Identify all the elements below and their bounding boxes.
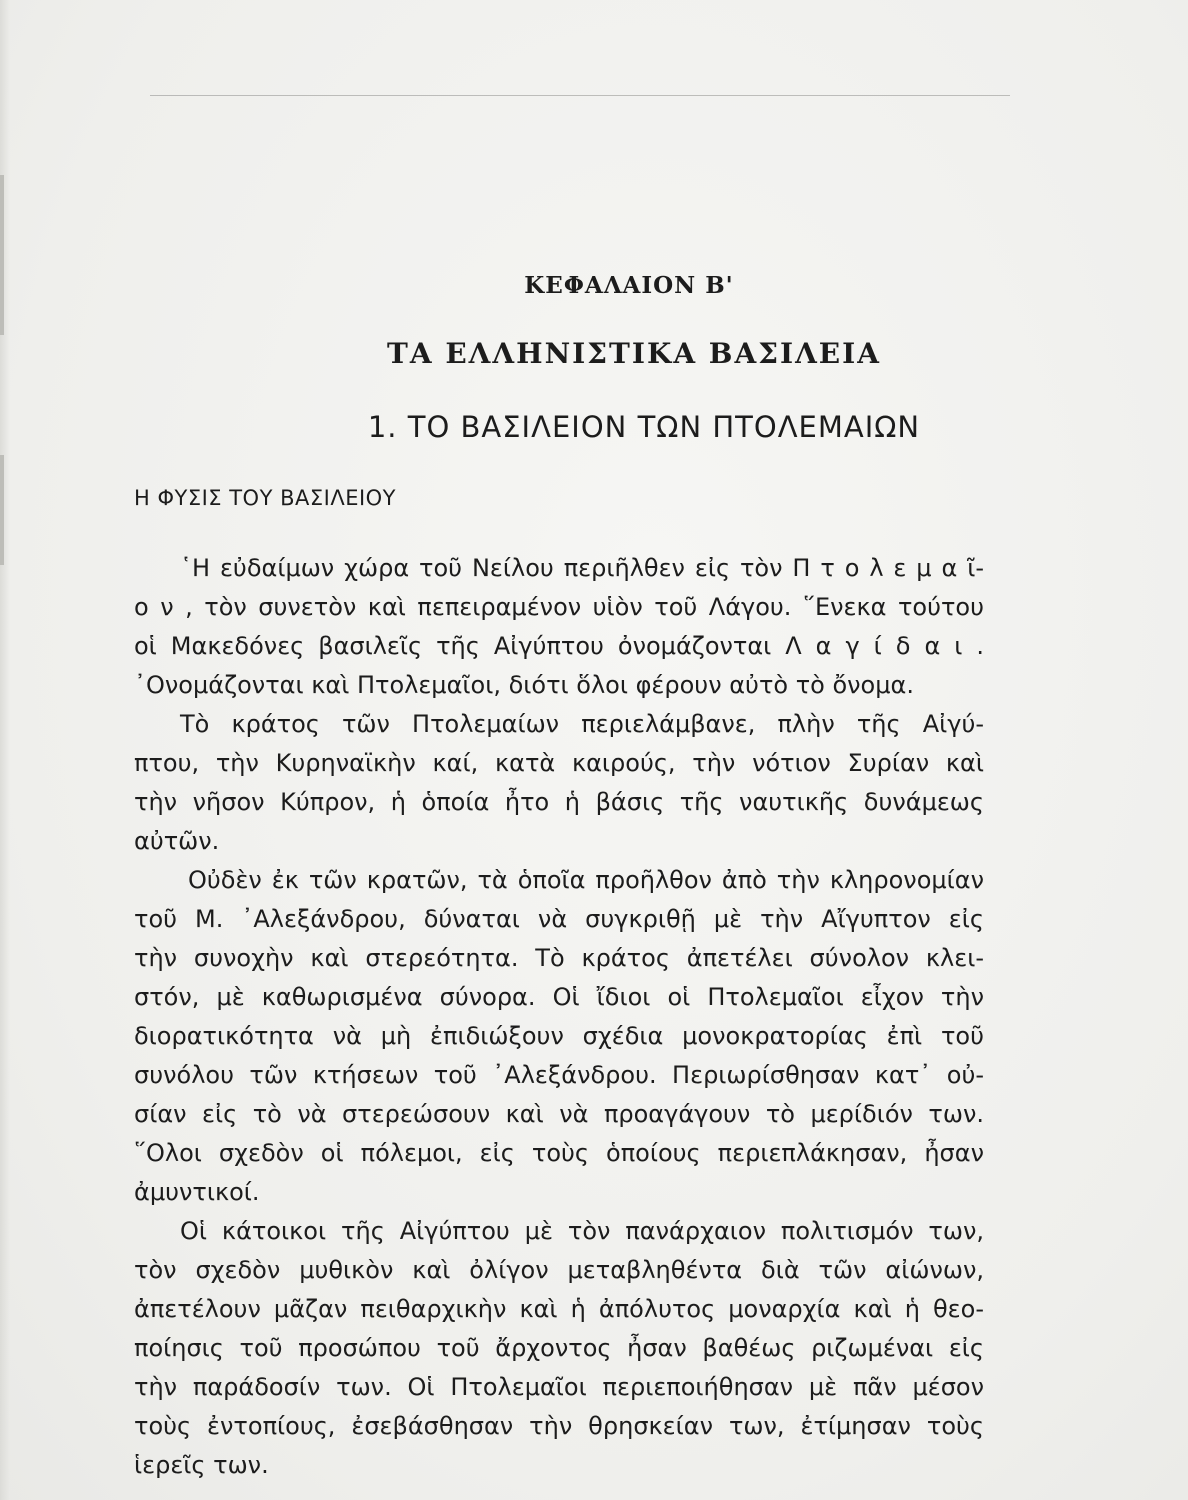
text-line: ᾿Ονομάζονται καὶ Πτολεμαῖοι, διότι ὅλοι φέρουν αὐτὸ τὸ ὄνομα. bbox=[134, 671, 914, 699]
text-line: τοὺς ἐντοπίους, ἐσεβάσθησαν τὴν θρησκείαν των, ἐτίμησαν τοὺς bbox=[134, 1412, 984, 1440]
text-line: τοῦ Μ. ᾿Αλεξάνδρου, δύναται νὰ συγκριθῇ μὲ τὴν Αἴγυπτον εἰς bbox=[134, 905, 984, 933]
text-line: ῾Η εὐδαίμων χώρα τοῦ Νείλου περιῆλθεν εἰς τὸν Π τ ο λ ε μ α ῖ- bbox=[180, 554, 984, 582]
text-line: τὸν σχεδὸν μυθικὸν καὶ ὀλίγον μεταβληθέντα διὰ τῶν αἰώνων, bbox=[134, 1256, 984, 1284]
text-line: Τὸ κράτος τῶν Πτολεμαίων περιελάμβανε, πλὴν τῆς Αἰγύ- bbox=[180, 710, 984, 738]
text-line: ποίησις τοῦ προσώπου τοῦ ἄρχοντος ἦσαν βαθέως ριζωμέναι εἰς bbox=[134, 1334, 984, 1362]
binding-mark bbox=[0, 175, 4, 335]
text-line: τὴν νῆσον Κύπρον, ἡ ὁποία ἦτο ἡ βάσις τῆς ναυτικῆς δυνάμεως bbox=[134, 788, 984, 816]
chapter-heading: ΚΕΦΑΛΑΙΟΝ Β' bbox=[524, 272, 734, 299]
text-line: συνόλου τῶν κτήσεων τοῦ ᾿Αλεξάνδρου. Περιωρίσθησαν κατ᾿ οὐ- bbox=[134, 1061, 984, 1089]
subheading: Η ΦΥΣΙΣ ΤΟΥ ΒΑΣΙΛΕΙΟΥ bbox=[134, 486, 397, 510]
chapter-title: ΤΑ ΕΛΛΗΝΙΣΤΙΚΑ ΒΑΣΙΛΕΙΑ bbox=[387, 337, 881, 370]
text-line: πτου, τὴν Κυρηναϊκὴν καί, κατὰ καιρούς, τὴν νότιον Συρίαν καὶ bbox=[134, 749, 984, 777]
text-line: ἀμυντικοί. bbox=[134, 1178, 260, 1206]
text-line: ἀπετέλουν μᾶζαν πειθαρχικὴν καὶ ἡ ἀπόλυτος μοναρχία καὶ ἡ θεο- bbox=[134, 1295, 984, 1323]
text-line: Οἱ κάτοικοι τῆς Αἰγύπτου μὲ τὸν πανάρχαιον πολιτισμόν των, bbox=[180, 1217, 984, 1245]
text-line: τὴν παράδοσίν των. Οἱ Πτολεμαῖοι περιεποιήθησαν μὲ πᾶν μέσον bbox=[134, 1373, 984, 1401]
text-line: στόν, μὲ καθωρισμένα σύνορα. Οἱ ἴδιοι οἱ Πτολεμαῖοι εἶχον τὴν bbox=[134, 983, 984, 1011]
text-line: ῞Ολοι σχεδὸν οἱ πόλεμοι, εἰς τοὺς ὁποίους περιεπλάκησαν, ἦσαν bbox=[134, 1139, 984, 1167]
text-line: ο ν , τὸν συνετὸν καὶ πεπειραμένον υἱὸν τοῦ Λάγου. ῞Ενεκα τούτου bbox=[134, 593, 984, 621]
text-line: οἱ Μακεδόνες βασιλεῖς τῆς Αἰγύπτου ὀνομάζονται Λ α γ ί δ α ι . bbox=[134, 632, 984, 660]
text-line: σίαν εἰς τὸ νὰ στερεώσουν καὶ νὰ προαγάγουν τὸ μερίδιόν των. bbox=[134, 1100, 984, 1128]
text-line: ἱερεῖς των. bbox=[134, 1451, 269, 1479]
section-title: 1. ΤΟ ΒΑΣΙΛΕΙΟΝ ΤΩΝ ΠΤΟΛΕΜΑΙΩΝ bbox=[367, 410, 921, 444]
text-line: τὴν συνοχὴν καὶ στερεότητα. Τὸ κράτος ἀπετέλει σύνολον κλει- bbox=[134, 944, 984, 972]
text-line: διορατικότητα νὰ μὴ ἐπιδιώξουν σχέδια μονοκρατορίας ἐπὶ τοῦ bbox=[134, 1022, 984, 1050]
text-line: αὐτῶν. bbox=[134, 827, 220, 855]
text-line: Οὐδὲν ἐκ τῶν κρατῶν, τὰ ὁποῖα προῆλθον ἀπὸ τὴν κληρονομίαν bbox=[188, 866, 984, 894]
bleed-through-header-rule bbox=[150, 55, 1010, 96]
binding-mark bbox=[0, 455, 4, 565]
